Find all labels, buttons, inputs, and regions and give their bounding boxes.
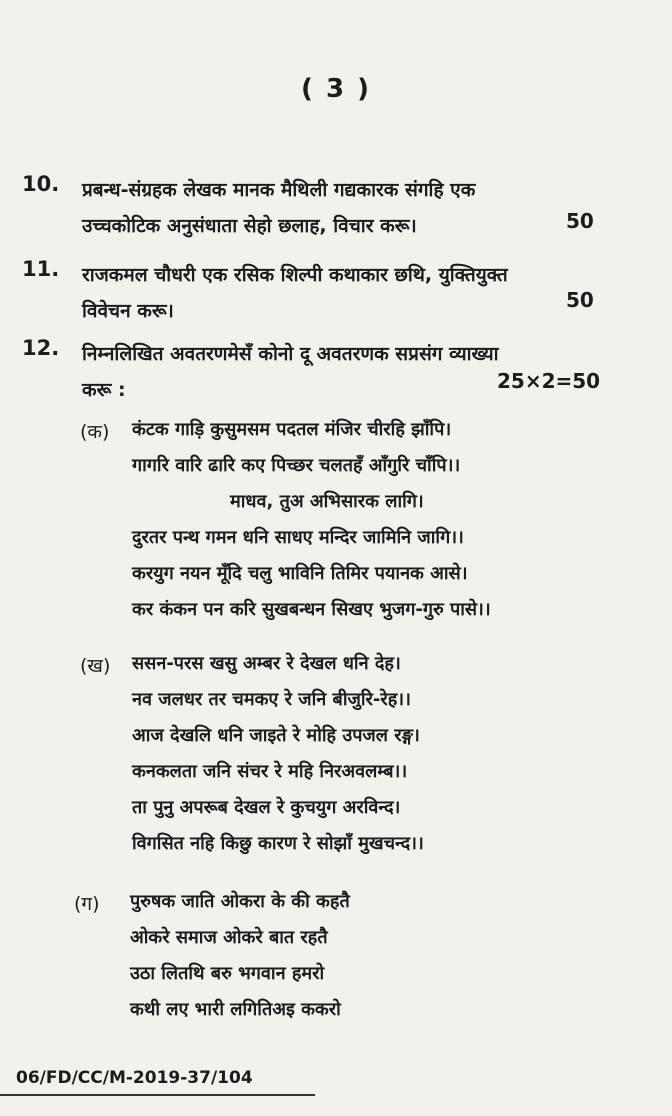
question-line: राजकमल चौधरी एक रसिक शिल्पी कथाकार छथि, युक्तियुक्त: [82, 264, 508, 286]
page-number: ( 3 ): [301, 74, 371, 104]
verse-line: गागरि वारि ढारि कए पिच्छर चलतहँ आँगुरि चाँपि।।: [132, 455, 461, 476]
question-line: उच्चकोटिक अनुसंधाता सेहो छलाह, विचार करू।: [82, 215, 417, 237]
question-line: निम्नलिखित अवतरणमेसँ कोनो दू अवतरणक सप्रसंग व्याख्या: [82, 343, 499, 365]
question-line: प्रबन्ध-संग्रहक लेखक मानक मैथिली गद्यकारक संगहि एक: [82, 179, 476, 201]
verse-line: माधव, तुअ अभिसारक लागि।: [230, 491, 424, 512]
verse-line: आज देखलि धनि जाइते रे मोहि उपजल रङ्ग।: [132, 725, 420, 746]
verse-line: विगसित नहि किछु कारण रे सोझाँ मुखचन्द।।: [132, 833, 424, 854]
question-text: [82, 172, 602, 244]
verse-line: कनकलता जनि संचर रे महि निरअवलम्ब।।: [132, 761, 408, 782]
question-10: [22, 172, 602, 244]
passage-label: (क): [80, 421, 110, 443]
passage-label: (ग): [74, 893, 100, 915]
question-number: 11.: [22, 257, 60, 281]
question-line: करू :: [82, 379, 126, 401]
question-number: 12.: [22, 336, 60, 360]
passage-kha: [132, 646, 424, 862]
question-marks: 25×2=50: [497, 369, 601, 393]
verse-line: ससन-परस खसु अम्बर रे देखल धनि देह।: [132, 653, 401, 674]
verse-line: कंटक गाड़ि कुसुमसम पदतल मंजिर चीरहि झाँपि।: [132, 419, 452, 440]
question-text: [82, 257, 602, 329]
question-marks: 50: [566, 209, 594, 233]
passage-ga: [130, 884, 350, 1028]
verse-line: दुरतर पन्थ गमन धनि साधए मन्दिर जामिनि जागि।।: [132, 527, 464, 548]
question-11: [22, 257, 602, 329]
footer-divider: [0, 1094, 315, 1096]
verse-line: ओकरे समाज ओकरे बात रहतै: [130, 927, 328, 948]
verse-line: ता पुनु अपरूब देखल रे कुचयुग अरविन्द।: [132, 797, 401, 818]
question-number: 10.: [22, 172, 60, 196]
verse-line: पुरुषक जाति ओकरा के की कहतै: [130, 891, 350, 912]
verse-line: उठा लितथि बरु भगवान हमरो: [130, 963, 325, 984]
verse-line: करयुग नयन मूँदि चलु भाविनि तिमिर पयानक आसे।: [132, 563, 468, 584]
question-marks: 50: [566, 288, 594, 312]
footer-code: 06/FD/CC/M-2019-37/104: [16, 1068, 253, 1088]
verse-line: नव जलधर तर चमकए रे जनि बीजुरि-रेह।।: [132, 689, 411, 710]
question-line: विवेचन करू।: [82, 300, 174, 322]
passage-ka: [132, 412, 491, 628]
verse-line: कथी लए भारी लगितिअइ ककरो: [130, 999, 341, 1020]
verse-line: कर कंकन पन करि सुखबन्धन सिखए भुजग-गुरु पासे।।: [132, 599, 491, 620]
passage-label: (ख): [80, 655, 111, 677]
